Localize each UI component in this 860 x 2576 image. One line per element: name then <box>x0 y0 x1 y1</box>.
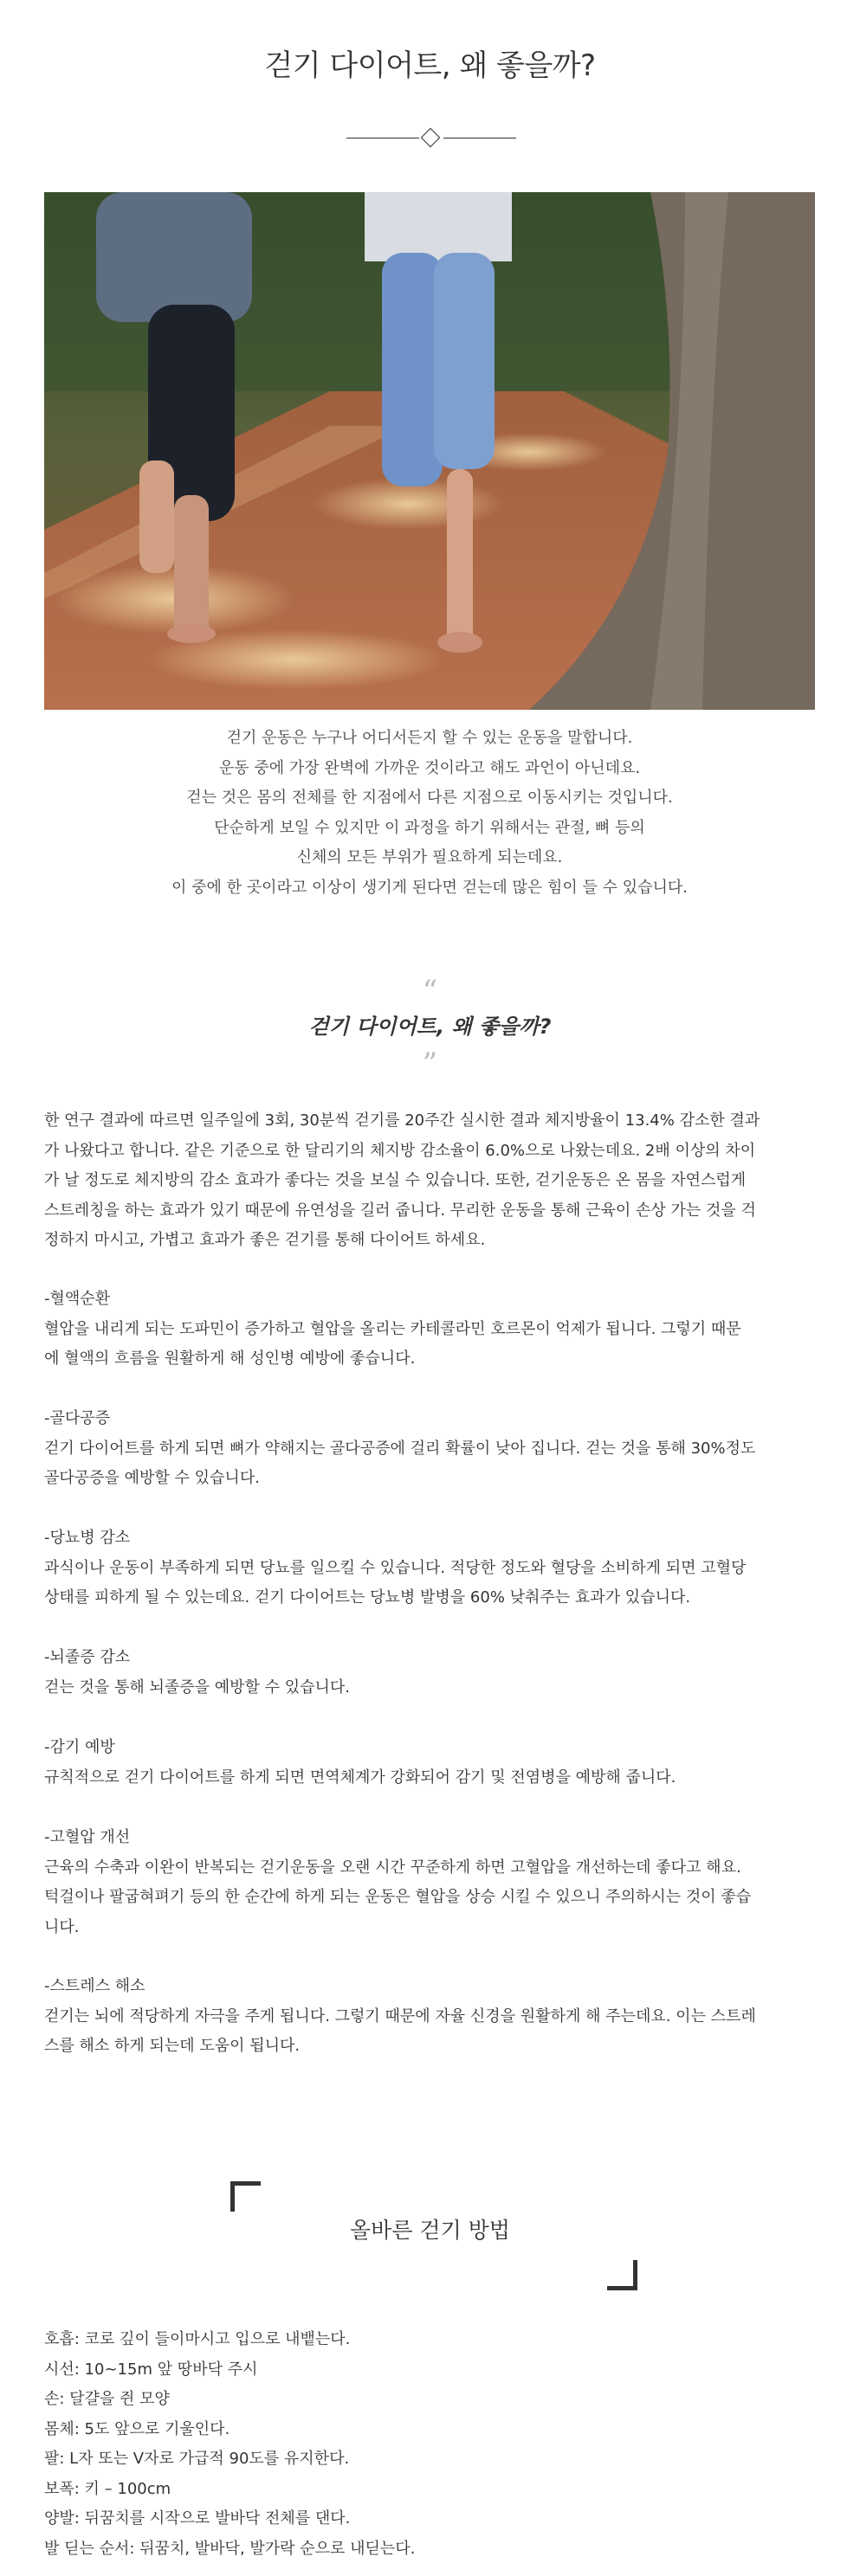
text-line: 턱걸이나 팔굽혀펴기 등의 한 순간에 하게 되는 운동은 혈압을 상승 시킬 수 있으니 주의하시는 것이 좋습 <box>44 1888 752 1906</box>
text-line: 골다공증을 예방할 수 있습니다. <box>44 1469 260 1487</box>
intro-line: 신체의 모든 부위가 필요하게 되는데요. <box>296 848 563 866</box>
list-item: 호흡: 코로 깊이 들이마시고 입으로 내뱉는다. <box>44 2330 351 2348</box>
quote-title: 걷기 다이어트, 왜 좋을까? <box>308 1014 552 1039</box>
walking-method-list <box>44 2325 815 2564</box>
text-line: 스트레칭을 하는 효과가 있기 때문에 유연성을 길러 줍니다. 무리한 운동을 통해 근육이 손상 가는 것을 걱 <box>44 1201 756 1220</box>
benefit-heading: -감기 예방 <box>44 1738 115 1756</box>
text-line: 규칙적으로 걷기 다이어트를 하게 되면 면역체계가 강화되어 감기 및 전염병을 예방해 줍니다. <box>44 1768 676 1787</box>
walking-path-illustration <box>44 192 815 710</box>
text-line: 스를 해소 하게 되는데 도움이 됩니다. <box>44 2037 301 2055</box>
method-title: 올바른 걷기 방법 <box>350 2218 510 2243</box>
text-line: 에 혈액의 흐름을 원활하게 해 성인병 예방에 좋습니다. <box>44 1349 416 1368</box>
corner-bracket-top-left-icon <box>230 2181 261 2212</box>
text-line: 혈압을 내리게 되는 도파민이 증가하고 혈압을 올리는 카테콜라민 호르몬이 억제가 됩니다. 그렇기 때문 <box>44 1319 741 1338</box>
list-item: 양발: 뒤꿈치를 시작으로 발바닥 전체를 댄다. <box>44 2509 351 2528</box>
text-line: 니다. <box>44 1917 80 1936</box>
list-item: 보폭: 키 – 100cm <box>44 2479 171 2498</box>
text-line: 걷기는 뇌에 적당하게 자극을 주게 됩니다. 그렇기 때문에 자율 신경을 원활하게 해 주는데요. 이는 스트레 <box>44 2006 756 2025</box>
corner-bracket-bottom-right-icon <box>607 2260 637 2290</box>
benefit-stroke <box>44 1643 815 1703</box>
intro-line: 걷는 것은 몸의 전체를 한 지점에서 다른 지점으로 이동시키는 것입니다. <box>186 789 673 807</box>
page-title: 걷기 다이어트, 왜 좋을까? <box>264 48 596 83</box>
close-quote-icon: ” <box>422 1046 438 1081</box>
text-line: 한 연구 결과에 따르면 일주일에 3회, 30분씩 걷기를 20주간 실시한 결과 체지방율이 13.4% 감소한 결과 <box>44 1111 760 1130</box>
text-line: 정하지 마시고, 가볍고 효과가 좋은 걷기를 통해 다이어트 하세요. <box>44 1231 486 1249</box>
benefit-osteoporosis <box>44 1404 815 1494</box>
benefit-cold <box>44 1733 815 1793</box>
list-item: 팔: L자 또는 V자로 가급적 90도를 유지한다. <box>44 2450 350 2468</box>
intro-line: 이 중에 한 곳이라고 이상이 생기게 된다면 걷는데 많은 힘이 들 수 있습니다. <box>171 878 689 897</box>
list-item: 발 딛는 순서: 뒤꿈치, 발바닥, 발가락 순으로 내딛는다. <box>44 2539 416 2558</box>
benefit-heading: -스트레스 해소 <box>44 1977 145 1995</box>
text-line: 가 나왔다고 합니다. 같은 기준으로 한 달리기의 체지방 감소율이 6.0%으로 나왔는데요. 2배 이상의 차이 <box>44 1141 756 1160</box>
open-quote-icon: “ <box>422 974 438 1008</box>
intro-line: 운동 중에 가장 완벽에 가까운 것이라고 해도 과언이 아닌데요. <box>218 758 641 777</box>
text-line: 걷기 다이어트를 하게 되면 뼈가 약해지는 골다공증에 걸리 확률이 낮아 집니다. 걷는 것을 통해 30%정도 <box>44 1439 756 1458</box>
benefit-circulation <box>44 1285 815 1375</box>
text-line: 근육의 수축과 이완이 반복되는 걷기운동을 오랜 시간 꾸준하게 하면 고혈압을 개선하는데 좋다고 해요. <box>44 1858 741 1877</box>
intro-line: 단순하게 보일 수 있지만 이 과정을 하기 위해서는 관절, 뼈 등의 <box>214 818 645 837</box>
benefit-heading: -고혈압 개선 <box>44 1828 131 1846</box>
hero-photo-walking <box>44 192 815 710</box>
text-line: 걷는 것을 통해 뇌졸증을 예방할 수 있습니다. <box>44 1678 351 1697</box>
title-divider <box>346 130 516 147</box>
diamond-ornament-icon <box>421 128 441 148</box>
research-paragraph <box>44 1106 815 1256</box>
text-line: 상태를 피하게 될 수 있는데요. 걷기 다이어트는 당뇨병 발병을 60% 낮춰주는 효과가 있습니다. <box>44 1588 691 1607</box>
benefit-stress <box>44 1972 815 2062</box>
text-line: 과식이나 운동이 부족하게 되면 당뇨를 일으킬 수 있습니다. 적당한 정도와 혈당을 소비하게 되면 고혈당 <box>44 1558 747 1577</box>
list-item: 시선: 10~15m 앞 땅바닥 주시 <box>44 2360 258 2379</box>
text-line: 가 날 정도로 체지방의 감소 효과가 좋다는 것을 보실 수 있습니다. 또한, 걷기운동은 온 몸을 자연스럽게 <box>44 1171 747 1189</box>
intro-paragraph <box>44 724 815 903</box>
benefit-blood-pressure <box>44 1823 815 1942</box>
benefit-heading: -당뇨병 감소 <box>44 1529 131 1547</box>
intro-line: 걷기 운동은 누구나 어디서든지 할 수 있는 운동을 말합니다. <box>226 729 633 747</box>
list-item: 손: 달걀을 쥔 모양 <box>44 2390 170 2408</box>
benefit-heading: -골다공증 <box>44 1409 111 1427</box>
benefit-heading: -뇌졸증 감소 <box>44 1648 131 1666</box>
benefit-heading: -혈액순환 <box>44 1290 111 1308</box>
list-item: 몸체: 5도 앞으로 기울인다. <box>44 2419 230 2438</box>
benefit-diabetes <box>44 1523 815 1613</box>
